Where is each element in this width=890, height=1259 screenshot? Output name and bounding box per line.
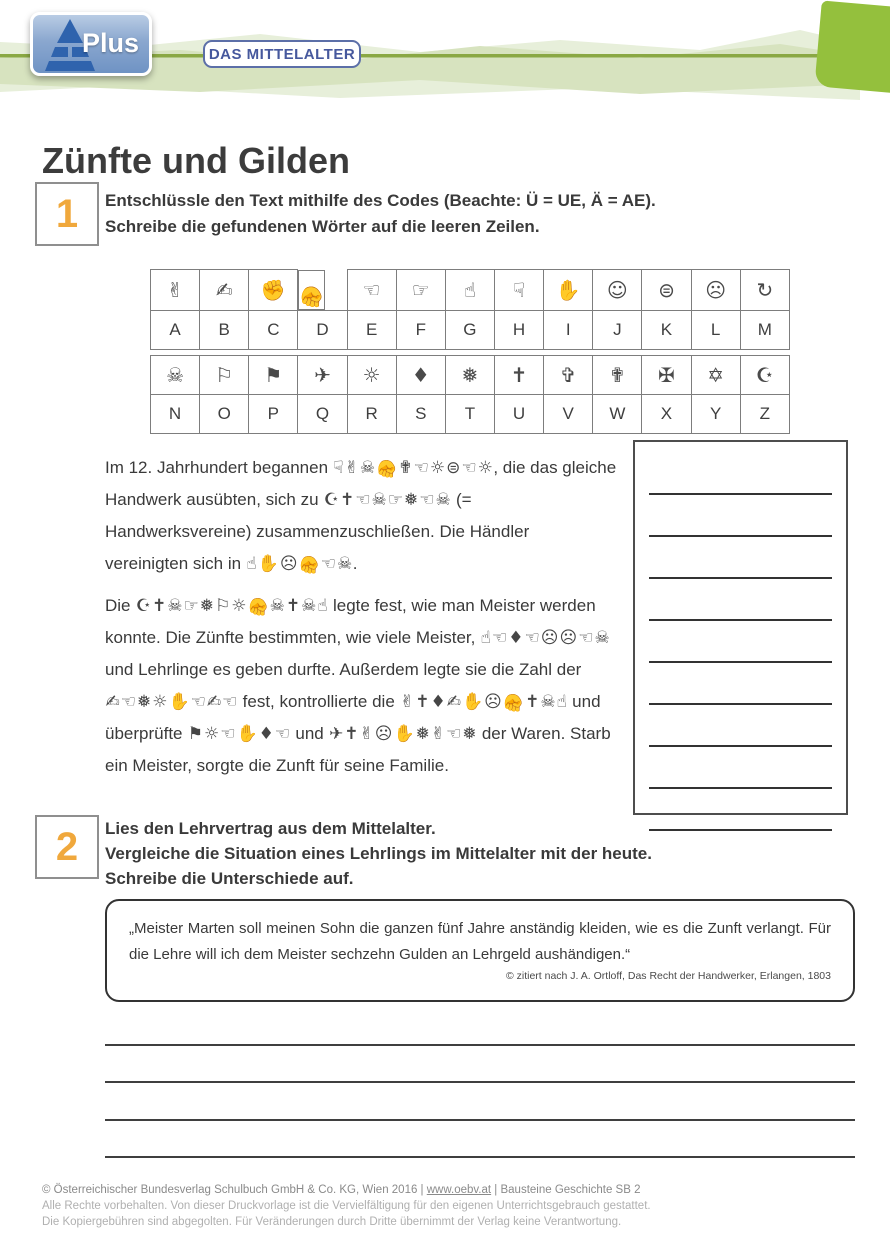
encoded-paragraph-1 [105,452,617,580]
answer-line [649,705,832,747]
point-up-icon: ☝ [317,596,328,616]
code-symbol-row [151,356,790,395]
sad-face-icon: ☹ [540,628,559,648]
latin-cross-icon: ✝ [340,490,355,510]
thumbs-down-icon: ✊ [298,270,325,310]
victory-hand-icon: ✌ [151,270,200,311]
page-title: Zünfte und Gilden [42,140,350,182]
paragraph-text: und Lehrlinge es geben durfte. Außerdem legte sie die Zahl der [105,660,582,679]
code-letter-E: E [347,310,396,349]
task2-instructions [105,816,805,891]
code-letter-H: H [494,310,543,349]
point-down-icon: ☟ [333,458,344,478]
answer-line [649,579,832,621]
quote-text: „Meister Marten soll meinen Sohn die ganzen fünf Jahre anständig kleiden, wie es die Zunft verlangt. Für die Lehre will ich dem Meister sechzehn Gulden an Lehrgeld aushändigen.“ [129,920,831,963]
plus-logo [30,12,152,76]
sad-face-icon: ☹ [374,724,393,744]
code-letter-C: C [249,310,298,349]
chapter-label: DAS MITTELALTER [208,45,356,63]
point-up-icon: ☝ [556,692,567,712]
outlined-cross-icon: ✞ [544,356,593,395]
sad-face-icon: ☹ [484,692,502,712]
happy-face-icon: ☺ [593,270,642,311]
answer-line [649,747,832,789]
task1-number-box [35,182,99,246]
point-down-icon: ☟ [494,270,543,311]
task2-number-box [35,815,99,879]
task2-instruction-line: Lies den Lehrvertrag aus dem Mittelalter. [105,819,436,838]
sun-icon: ☼ [152,692,168,712]
encoded-word-betriebe [105,692,238,712]
code-letter-T: T [445,395,494,434]
droplet-icon: ♦ [430,692,446,712]
open-hand-icon: ✋ [462,692,484,712]
latin-cross-icon: ✝ [151,596,167,616]
open-hand-icon: ✋ [168,692,190,712]
snowflake-icon: ❅ [445,356,494,395]
skull-crossbones-icon: ☠ [435,490,451,510]
skull-crossbones-icon: ☠ [167,596,183,616]
skull-crossbones-icon: ☠ [594,628,610,648]
sad-face-icon: ☹ [559,628,578,648]
ok-hand-icon: ✍ [446,692,461,712]
latin-cross-icon: ✝ [494,356,543,395]
point-left-icon: ☜ [120,692,136,712]
code-letter-L: L [691,310,740,349]
paragraph-text: , die das gleiche Handwerk ausübten, sich zu [105,458,617,509]
code-letter-N: N [151,395,200,434]
skull-crossbones-icon: ☠ [359,458,376,478]
chapter-label-box [203,40,361,68]
code-letter-M: M [740,310,789,349]
answer-line [649,621,832,663]
point-right-icon: ☞ [396,270,445,311]
writing-line [105,1083,855,1121]
answer-box [633,440,848,815]
code-letter-V: V [544,395,593,434]
encoded-word-qualitaet [328,724,477,744]
latin-cross-icon: ✝ [344,724,359,744]
point-left-icon: ☜ [220,724,236,744]
skull-crossbones-icon: ☠ [371,490,387,510]
encoded-paragraph-2 [105,590,627,782]
writing-area [105,1008,855,1158]
victory-hand-icon: ✌ [430,724,446,744]
code-table-a-m [150,269,790,350]
footer-rights-line: Alle Rechte vorbehalten. Von dieser Druckvorlage ist die Vervielfältigung für den eigenen Unterrichtsgebrauch gestattet. [42,1200,651,1212]
code-letter-D: D [298,310,347,349]
thumbs-down-icon: ✊ [247,596,269,616]
victory-hand-icon: ✌ [359,724,374,744]
droplet-icon: ♦ [258,724,274,744]
point-left-icon: ☜ [578,628,594,648]
code-symbol-row [151,270,790,311]
code-letter-G: G [445,310,494,349]
paragraph-text: fest, kontrollierte die [237,692,400,711]
code-letter-row [151,310,790,349]
code-letter-O: O [200,395,249,434]
pennant-flag-icon: ⚑ [249,356,298,395]
quote-attribution: © zitiert nach J. A. Ortloff, Das Recht der Handwerker, Erlangen, 1803 [505,970,831,982]
answer-line [649,663,832,705]
pennant-flag-icon: ⚑ [187,724,203,744]
encoded-word-ausbildung [400,692,568,712]
paragraph-text: legte fest, wie man Meister werden konnte. Die Zünfte bestimmten, wie viele Meister, [105,596,596,647]
code-letter-row [151,395,790,434]
encoded-word-gesellen [480,628,610,648]
snowflake-icon: ❅ [404,490,419,510]
victory-hand-icon: ✌ [400,692,415,712]
code-letter-R: R [347,395,396,434]
latin-cross-icon: ✝ [525,692,540,712]
ok-hand-icon: ✍ [200,270,249,311]
paragraph-text: (= Handwerksvereine) zusammenzuschließen. Die Händler vereinigten sich in [105,490,530,573]
point-left-icon: ☜ [524,628,540,648]
neutral-face-icon: ⊜ [642,270,691,311]
open-hand-icon: ✋ [257,554,279,574]
neutral-face-icon: ⊜ [446,458,461,478]
code-letter-Y: Y [691,395,740,434]
open-hand-icon: ✋ [393,724,415,744]
writing-line [105,1046,855,1084]
task1-instructions [105,188,765,240]
snowflake-icon: ❅ [199,596,214,616]
point-left-icon: ☜ [355,490,371,510]
code-letter-U: U [494,395,543,434]
code-letter-S: S [396,395,445,434]
point-left-icon: ☜ [190,692,206,712]
open-hand-icon: ✋ [544,270,593,311]
code-letter-J: J [593,310,642,349]
sun-icon: ☼ [347,356,396,395]
droplet-icon: ♦ [396,356,445,395]
logo-text: Plus [81,28,139,58]
skull-crossbones-icon: ☠ [337,554,353,574]
paragraph-text: und überprüfte [105,692,601,743]
point-left-icon: ☜ [419,490,435,510]
code-letter-B: B [200,310,249,349]
paragraph-text: Die [105,596,136,615]
code-letter-K: K [642,310,691,349]
thumbs-down-icon: ✊ [376,458,398,478]
code-letter-X: X [642,395,691,434]
skull-crossbones-icon: ☠ [151,356,200,395]
skull-crossbones-icon: ☠ [540,692,556,712]
sun-icon: ☼ [231,596,247,616]
code-letter-W: W [593,395,642,434]
sad-face-icon: ☹ [691,270,740,311]
point-left-icon: ☜ [347,270,396,311]
footer-liability-line: Die Kopiergebühren sind abgegolten. Für Veränderungen durch Dritte übernimmt der Verlag keine Verantwortung. [42,1216,622,1228]
encoded-word-gilden [246,554,353,574]
victory-hand-icon: ✌ [344,458,359,478]
code-letter-P: P [249,395,298,434]
code-table-n-z [150,355,790,434]
thumbs-up-icon: ✊ [249,270,298,311]
sun-icon: ☼ [429,458,446,478]
flag-icon: ⚐ [200,356,249,395]
task2-instruction-line: Vergleiche die Situation eines Lehrlings im Mittelalter mit der heute. [105,844,652,863]
code-letter-F: F [396,310,445,349]
sun-icon: ☼ [203,724,220,744]
paragraph-text: und [290,724,329,743]
point-left-icon: ☜ [320,554,336,574]
quote-box [105,899,855,1002]
code-letter-I: I [544,310,593,349]
maltese-cross-icon: ✠ [642,356,691,395]
code-letter-Z: Z [740,395,789,434]
crescent-star-icon: ☪ [740,356,789,395]
ok-hand-icon: ✍ [105,692,120,712]
thumbs-down-icon: ✊ [298,554,320,574]
droplet-icon: ♦ [508,628,524,648]
point-left-icon: ☜ [413,458,429,478]
footer-series-text: | Bausteine Geschichte SB 2 [491,1184,641,1196]
task1-instruction-line: Entschlüssle den Text mithilfe des Codes (Beachte: Ü = UE, Ä = AE). [105,191,656,210]
flag-icon: ⚐ [214,596,231,616]
point-left-icon: ☜ [461,458,477,478]
crescent-star-icon: ☪ [135,596,151,616]
header-band [0,0,890,110]
point-up-icon: ☝ [445,270,494,311]
snowflake-icon: ❅ [462,724,477,744]
celtic-cross-icon: ✟ [398,458,413,478]
open-hand-icon: ✋ [236,724,258,744]
paragraph-text: . [352,554,358,573]
star-of-david-icon: ✡ [691,356,740,395]
task2-number: 2 [55,825,79,869]
encoded-word-zunftordnung [135,596,328,616]
point-left-icon: ☜ [491,628,508,648]
point-up-icon: ☝ [480,628,491,648]
task2-instruction-line: Schreibe die Unterschiede auf. [105,869,354,888]
sun-icon: ☼ [477,458,493,478]
point-up-icon: ☝ [246,554,257,574]
code-letter-Q: Q [298,395,347,434]
writing-line [105,1121,855,1159]
encoded-word-handwerker [333,458,494,478]
thumbs-down-icon: ✊ [502,692,525,712]
snowflake-icon: ❅ [415,724,430,744]
footer-copyright-line [42,1182,852,1198]
skull-crossbones-icon: ☠ [301,596,317,616]
task1-instruction-line: Schreibe die gefundenen Wörter auf die leeren Zeilen. [105,217,540,236]
airplane-icon: ✈ [328,724,344,744]
snowflake-icon: ❅ [137,692,152,712]
ok-hand-icon: ✍ [206,692,222,712]
point-left-icon: ☜ [274,724,291,744]
point-left-icon: ☜ [222,692,238,712]
publisher-link[interactable]: www.oebv.at [426,1184,492,1196]
writing-line [105,1008,855,1046]
latin-cross-icon: ✝ [415,692,430,712]
sad-face-icon: ☹ [279,554,298,574]
corner-accent-shape [814,0,890,93]
answer-line [649,453,832,495]
answer-line [649,537,832,579]
crescent-star-icon: ☪ [323,490,340,510]
u-turn-arrow-icon: ↻ [740,270,789,311]
encoded-word-preise [187,724,290,744]
task1-number: 1 [55,192,79,236]
footer [42,1182,852,1230]
paragraph-text: der Waren. Starb ein Meister, sorgte die Zunft für seine Familie. [105,724,611,775]
footer-copyright-text: © Österreichischer Bundesverlag Schulbuch GmbH & Co. KG, Wien 2016 | [42,1184,427,1196]
point-right-icon: ☞ [387,490,404,510]
point-right-icon: ☞ [183,596,199,616]
latin-cross-icon: ✝ [285,596,301,616]
skull-crossbones-icon: ☠ [269,596,285,616]
airplane-icon: ✈ [298,356,347,395]
celtic-cross-icon: ✟ [593,356,642,395]
encoded-word-zuenften [323,490,451,510]
paragraph-text: Im 12. Jahrhundert begannen [105,458,333,477]
answer-line [649,495,832,537]
code-letter-A: A [151,310,200,349]
point-left-icon: ☜ [446,724,462,744]
